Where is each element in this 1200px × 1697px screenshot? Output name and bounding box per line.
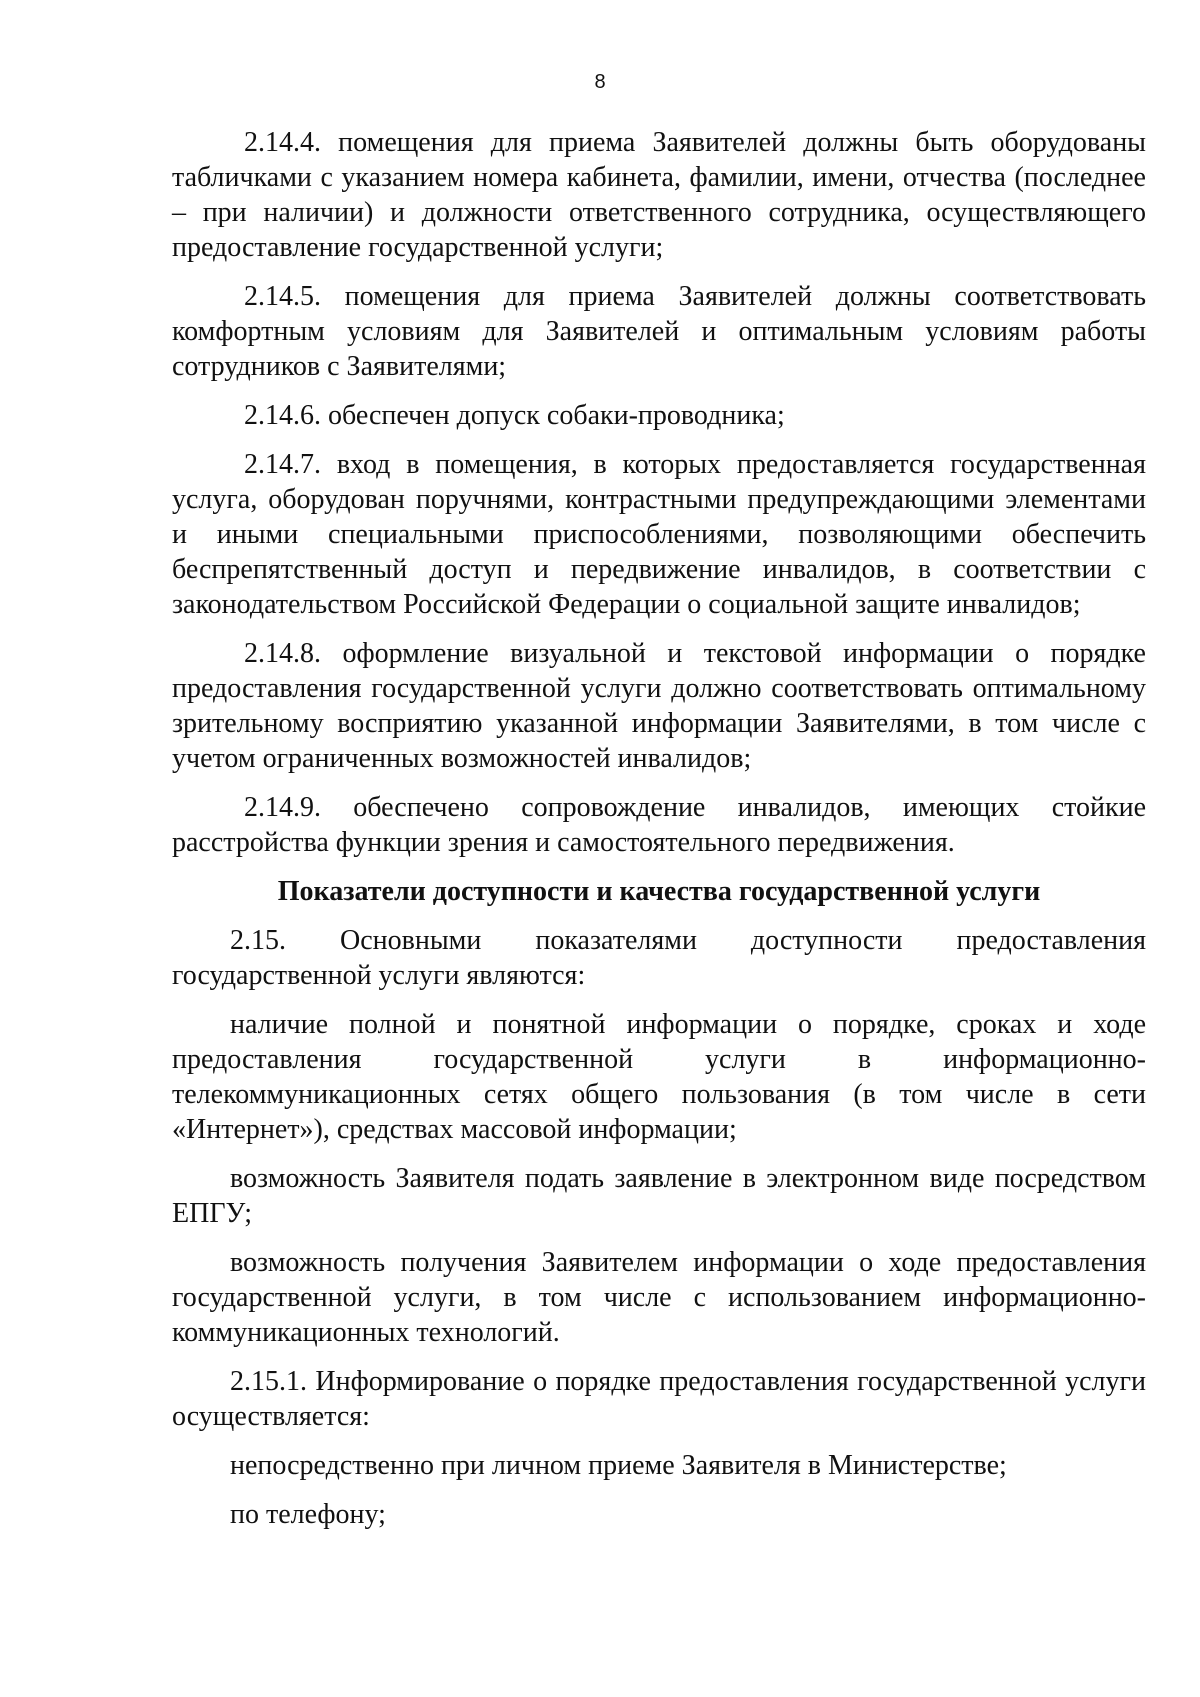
list-item-personal-reception: непосредственно при личном приеме Заявителя в Министерстве; bbox=[230, 1450, 1007, 1481]
document-body bbox=[172, 125, 1146, 1546]
paragraph-2-14-8: 2.14.8. оформление визуальной и текстовой информации о порядке предоставления государственной услуги должно соответствовать оптимальному зрительному восприятию указанной информации Заявителями, в том числе с учетом ограниченных возможностей инвалидов; bbox=[172, 638, 1146, 774]
section-heading: Показатели доступности и качества государственной услуги bbox=[277, 876, 1041, 907]
paragraph-2-14-5: 2.14.5. помещения для приема Заявителей должны соответствовать комфортным условиям для Заявителей и оптимальным условиям работы сотрудников с Заявителями; bbox=[172, 281, 1146, 382]
paragraph-2-14-7: 2.14.7. вход в помещения, в которых предоставляется государственная услуга, оборудован поручнями, контрастными предупреждающими элементами и иными специальными приспособлениями, позволяющими обеспечить беспрепятственный доступ и передвижение инвалидов, в соответствии с законодательством Российской Федерации о социальной защите инвалидов; bbox=[172, 449, 1146, 620]
list-item-phone: по телефону; bbox=[230, 1499, 386, 1530]
paragraph-2-14-4: 2.14.4. помещения для приема Заявителей должны быть оборудованы табличками с указанием номера кабинета, фамилии, имени, отчества (последнее – при наличии) и должности ответственного сотрудника, осуществляющего предоставление государственной услуги; bbox=[172, 127, 1146, 263]
page-number: 8 bbox=[594, 71, 606, 93]
paragraph-2-15-1: 2.15.1. Информирование о порядке предоставления государственной услуги осуществляется: bbox=[172, 1366, 1146, 1432]
list-item-electronic-application: возможность Заявителя подать заявление в электронном виде посредством ЕПГУ; bbox=[172, 1163, 1146, 1229]
paragraph-2-14-6: 2.14.6. обеспечен допуск собаки-проводника; bbox=[244, 400, 785, 431]
paragraph-2-14-9: 2.14.9. обеспечено сопровождение инвалидов, имеющих стойкие расстройства функции зрения и самостоятельного передвижения. bbox=[172, 792, 1146, 858]
list-item-progress-info: возможность получения Заявителем информации о ходе предоставления государственной услуги, в том числе с использованием информационно-коммуникационных технологий. bbox=[172, 1247, 1146, 1348]
paragraph-2-15: 2.15. Основными показателями доступности предоставления государственной услуги являются: bbox=[172, 925, 1146, 991]
list-item-information: наличие полной и понятной информации о порядке, сроках и ходе предоставления государственной услуги в информационно-телекоммуникационных сетях общего пользования (в том числе в сети «Интернет»), средствах массовой информации; bbox=[172, 1009, 1146, 1145]
